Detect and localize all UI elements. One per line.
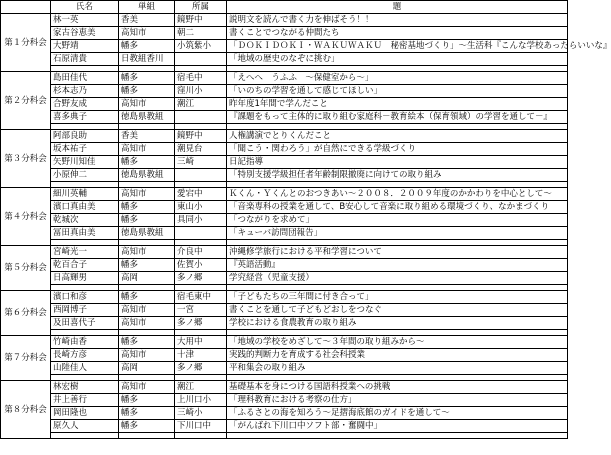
cell-name: 喜多典子 xyxy=(51,111,119,124)
cell-affiliation: 十津 xyxy=(175,349,227,362)
table-row xyxy=(1,259,568,272)
cell-union: 高岡 xyxy=(119,272,175,285)
cell-affiliation: 東山小 xyxy=(175,201,227,214)
cell-union: 香美 xyxy=(119,130,175,143)
cell-affiliation xyxy=(175,227,227,240)
cell-title: 『英語活動』 xyxy=(227,259,568,272)
table-row xyxy=(1,227,568,240)
table-row xyxy=(1,272,568,285)
cell-title: 昨年度1年間で学んだこと xyxy=(227,98,568,111)
cell-title: 「えへへ うふふ ～保健室から～」 xyxy=(227,72,568,85)
cell-name: 岡田隆也 xyxy=(51,407,119,420)
cell-affiliation xyxy=(175,53,227,66)
cell-affiliation: 小筑紫小 xyxy=(175,40,227,53)
spacer-cell xyxy=(175,433,227,439)
table-row xyxy=(1,130,568,143)
cell-union: 高知市 xyxy=(119,304,175,317)
spacer-row xyxy=(1,433,568,439)
header-row xyxy=(1,1,568,14)
cell-union: 徳島県教組 xyxy=(119,111,175,124)
cell-name: 及田喜代子 xyxy=(51,317,119,330)
table-row xyxy=(1,317,568,330)
cell-title: 学校における食農教育の取り組み xyxy=(227,317,568,330)
cell-name: 大野靖 xyxy=(51,40,119,53)
cell-name: 阿部良助 xyxy=(51,130,119,143)
cell-name: 長崎方彦 xyxy=(51,349,119,362)
cell-name: 乾城次 xyxy=(51,214,119,227)
cell-title: 「聞こう・関わろう」が自然にできる学級づくり xyxy=(227,143,568,156)
cell-affiliation: 佐賀小 xyxy=(175,259,227,272)
table-row xyxy=(1,291,568,304)
cell-name: 島田佳代 xyxy=(51,72,119,85)
table-row xyxy=(1,349,568,362)
table-row xyxy=(1,53,568,66)
cell-union: 幡多 xyxy=(119,291,175,304)
cell-affiliation: 下川口中 xyxy=(175,420,227,433)
table-row xyxy=(1,169,568,182)
cell-title: 説明文を読んで書く力を伸ばそう！！ xyxy=(227,14,568,27)
cell-union: 高知市 xyxy=(119,98,175,111)
header-group xyxy=(1,1,51,14)
cell-affiliation: 多ノ郷 xyxy=(175,362,227,375)
cell-title: 沖縄修学旅行における平和学習について xyxy=(227,246,568,259)
cell-name: 坂本祐子 xyxy=(51,143,119,156)
cell-affiliation: 三崎 xyxy=(175,156,227,169)
cell-affiliation: 宿毛中 xyxy=(175,72,227,85)
header-name: 氏名 xyxy=(51,1,119,14)
group-label: 第８分科会 xyxy=(1,381,51,439)
group-label: 第６分科会 xyxy=(1,291,51,336)
header-union: 単組 xyxy=(119,1,175,14)
cell-union: 幡多 xyxy=(119,394,175,407)
table-row xyxy=(1,407,568,420)
table-row xyxy=(1,27,568,40)
cell-title: 「地域の歴史のなぞに挑む」 xyxy=(227,53,568,66)
cell-union: 幡多 xyxy=(119,72,175,85)
table-row xyxy=(1,201,568,214)
cell-union: 幡多 xyxy=(119,407,175,420)
cell-union: 幡多 xyxy=(119,156,175,169)
cell-union: 香美 xyxy=(119,14,175,27)
table-row xyxy=(1,85,568,98)
cell-name: 合野友成 xyxy=(51,98,119,111)
table-row xyxy=(1,246,568,259)
group-label: 第７分科会 xyxy=(1,336,51,381)
table-row xyxy=(1,72,568,85)
cell-name: 日高輝男 xyxy=(51,272,119,285)
spacer-cell xyxy=(227,433,568,439)
cell-name: 冨田真由美 xyxy=(51,227,119,240)
cell-affiliation: 潮江 xyxy=(175,98,227,111)
cell-affiliation: 具同小 xyxy=(175,214,227,227)
cell-name: 濱口真由美 xyxy=(51,201,119,214)
cell-name: 杉本志乃 xyxy=(51,85,119,98)
cell-affiliation: 潮江 xyxy=(175,381,227,394)
table-row xyxy=(1,214,568,227)
cell-name: 矢野川知佳 xyxy=(51,156,119,169)
cell-title: 「特別支援学級担任者年齢制限撤廃に向けての取り組み xyxy=(227,169,568,182)
cell-affiliation: 宿毛東中 xyxy=(175,291,227,304)
cell-title: 『課題をもって主体的に取り組む家庭科－教育絵本（保育領域）の学習を通して－』 xyxy=(227,111,568,124)
cell-union: 幡多 xyxy=(119,214,175,227)
table-row xyxy=(1,394,568,407)
group-label: 第２分科会 xyxy=(1,72,51,130)
cell-affiliation: 上川口小 xyxy=(175,394,227,407)
cell-union: 高知市 xyxy=(119,143,175,156)
table-row xyxy=(1,381,568,394)
cell-name: 家古谷恵美 xyxy=(51,27,119,40)
cell-title: 人権講演でとりくんだこと xyxy=(227,130,568,143)
cell-affiliation: 鏡野中 xyxy=(175,14,227,27)
cell-union: 高知市 xyxy=(119,381,175,394)
table-row xyxy=(1,111,568,124)
cell-union: 幡多 xyxy=(119,85,175,98)
cell-affiliation: 潮見台 xyxy=(175,143,227,156)
group-label: 第４分科会 xyxy=(1,188,51,246)
cell-affiliation: 三崎小 xyxy=(175,407,227,420)
cell-union: 幡多 xyxy=(119,201,175,214)
cell-name: 竹崎由香 xyxy=(51,336,119,349)
group-label: 第３分科会 xyxy=(1,130,51,188)
cell-name: 細川英輔 xyxy=(51,188,119,201)
cell-union: 高知市 xyxy=(119,27,175,40)
spacer-cell xyxy=(51,433,119,439)
cell-union: 高知市 xyxy=(119,349,175,362)
table-row xyxy=(1,420,568,433)
table-body xyxy=(1,14,611,439)
cell-title: 「子どもたちの三年間に付き合って」 xyxy=(227,291,568,304)
cell-title: 平和集会の取り組み xyxy=(227,362,568,375)
cell-affiliation: 大用中 xyxy=(175,336,227,349)
cell-title: 「ふるさとの海を知ろう～足摺海底館のガイドを通して～ xyxy=(227,407,568,420)
cell-title: 「ＤＯＫＩＤＯＫＩ・ＷＡＫＵＷＡＫＵ 秘密基地づくり」～生活科『こんな学校あったらいいな』 xyxy=(227,40,568,53)
cell-name: 林一英 xyxy=(51,14,119,27)
cell-name: 林宏樹 xyxy=(51,381,119,394)
table-row xyxy=(1,143,568,156)
cell-title: 「いのちの学習を通して感じてほしい」 xyxy=(227,85,568,98)
cell-title: 「音楽専科の授業を通して、B安心して音楽に取り組める環境づくり、なかまづくり xyxy=(227,201,568,214)
cell-name: 小原伸二 xyxy=(51,169,119,182)
cell-name: 山陸佳人 xyxy=(51,362,119,375)
cell-affiliation: 鏡野中 xyxy=(175,130,227,143)
spacer-cell xyxy=(119,433,175,439)
table-row xyxy=(1,98,568,111)
cell-name: 原久人 xyxy=(51,420,119,433)
table-row xyxy=(1,336,568,349)
cell-union: 幡多 xyxy=(119,420,175,433)
cell-affiliation xyxy=(175,111,227,124)
table-row xyxy=(1,14,568,27)
cell-title: 「つながりを求めて」 xyxy=(227,214,568,227)
cell-affiliation: 多ノ郷 xyxy=(175,272,227,285)
cell-title: 基礎基本を身につける国語科授業への挑戦 xyxy=(227,381,568,394)
cell-title: 「がんばれ下川口中ソフト部・奮闘中」 xyxy=(227,420,568,433)
cell-affiliation: 多ノ郷 xyxy=(175,317,227,330)
cell-union: 幡多 xyxy=(119,336,175,349)
cell-title: 「理科教育における考察の仕方」 xyxy=(227,394,568,407)
cell-union: 高知市 xyxy=(119,246,175,259)
table-row xyxy=(1,188,568,201)
cell-union: 徳島県教組 xyxy=(119,169,175,182)
cell-title: 学究経営（児童支援） xyxy=(227,272,568,285)
cell-affiliation: 愛宕中 xyxy=(175,188,227,201)
cell-title: 書くことを通して子どもどおしをつなぐ xyxy=(227,304,568,317)
cell-union: 日教組香川 xyxy=(119,53,175,66)
header-affiliation: 所属 xyxy=(175,1,227,14)
cell-title: 書くことでつながる仲間たち xyxy=(227,27,568,40)
table-row xyxy=(1,156,568,169)
cell-affiliation: 介良中 xyxy=(175,246,227,259)
cell-union: 幡多 xyxy=(119,259,175,272)
table-row xyxy=(1,362,568,375)
table-row xyxy=(1,40,568,53)
cell-union: 高岡 xyxy=(119,362,175,375)
cell-name: 井上善行 xyxy=(51,394,119,407)
cell-affiliation: 一宮 xyxy=(175,304,227,317)
header-title: 題 xyxy=(227,1,568,14)
cell-affiliation: 窪川小 xyxy=(175,85,227,98)
cell-title: 日記指導 xyxy=(227,156,568,169)
cell-union: 高知市 xyxy=(119,317,175,330)
cell-name: 宮崎光一 xyxy=(51,246,119,259)
cell-name: 西岡博子 xyxy=(51,304,119,317)
cell-union: 幡多 xyxy=(119,40,175,53)
group-label: 第１分科会 xyxy=(1,14,51,72)
cell-title: Ｋくん・Ｙくんとのおつきあい～２００８．２００９年度のかかわりを中心として～ xyxy=(227,188,568,201)
cell-affiliation: 朝二 xyxy=(175,27,227,40)
cell-name: 石原清貴 xyxy=(51,53,119,66)
cell-name: 乾百合子 xyxy=(51,259,119,272)
group-label: 第５分科会 xyxy=(1,246,51,291)
cell-title: 「キューバ訪問団報告」 xyxy=(227,227,568,240)
cell-union: 高知市 xyxy=(119,188,175,201)
table-row xyxy=(1,304,568,317)
cell-name: 濱口和彦 xyxy=(51,291,119,304)
cell-title: 実践的判断力を育成する社会科授業 xyxy=(227,349,568,362)
cell-union: 徳島県教組 xyxy=(119,227,175,240)
cell-title: 「地域の学校をめざして～３年間の取り組みから～ xyxy=(227,336,568,349)
cell-affiliation xyxy=(175,169,227,182)
